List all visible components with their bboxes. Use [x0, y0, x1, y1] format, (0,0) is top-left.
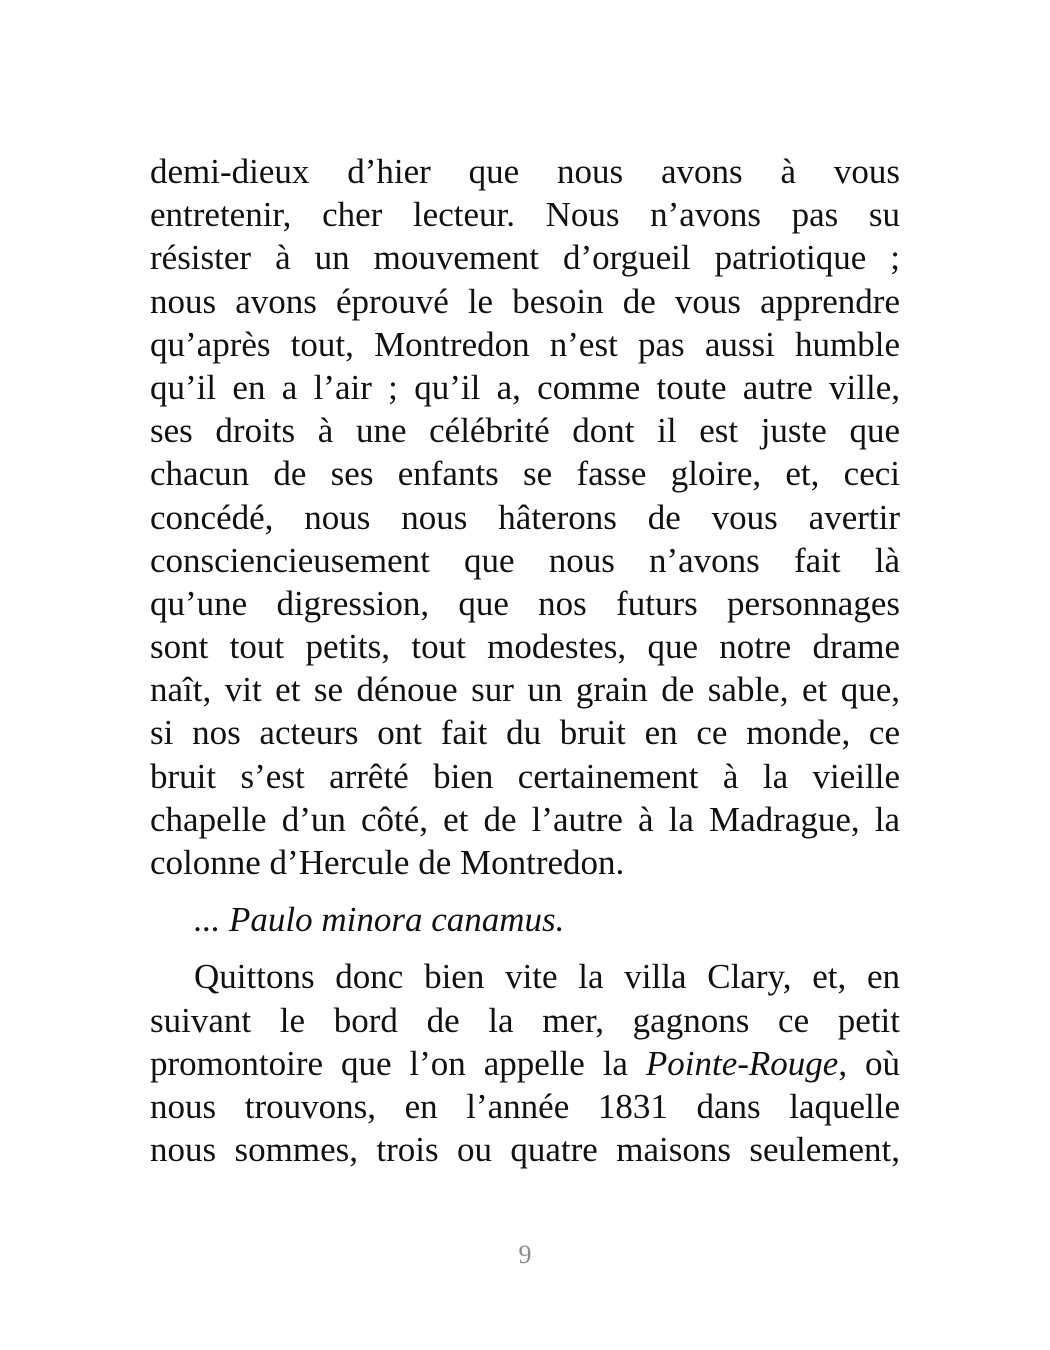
text-line-with-italic [150, 1042, 900, 1085]
text-line: chacun de ses enfants se fasse gloire, et, ceci [150, 454, 900, 494]
text-line: qu’après tout, Montredon n’est pas aussi humble [150, 324, 900, 364]
text-line: ses droits à une célébrité dont il est juste que [150, 411, 900, 451]
text-line: demi-dieux d’hier que nous avons à vous [150, 152, 900, 191]
text-line: qu’il en a l’air ; qu’il a, comme toute autre ville, [150, 367, 900, 407]
paragraph-1 [150, 150, 900, 884]
text-line: nous avons éprouvé le besoin de vous apprendre [150, 281, 900, 321]
text-line: consciencieusement que nous n’avons fait là [150, 540, 900, 580]
page-number: 9 [518, 1240, 532, 1269]
paragraph-2 [150, 955, 900, 1171]
text-fragment: promontoire que l’on appelle la [150, 1043, 646, 1083]
epigraph: ... Paulo minora canamus. [194, 900, 565, 940]
text-line: résister à un mouvement d’orgueil patriotique ; [150, 238, 900, 278]
text-line: suivant le bord de la mer, gagnons ce petit [150, 1000, 900, 1040]
text-line: Quittons donc bien vite la villa Clary, et, en [194, 957, 900, 997]
text-line: chapelle d’un côté, et de l’autre à la Madrague, la [150, 799, 900, 839]
text-line: concédé, nous nous hâterons de vous avertir [150, 497, 900, 537]
text-line: qu’une digression, que nos futurs personnages [150, 583, 900, 623]
text-line: si nos acteurs ont fait du bruit en ce monde, ce [150, 713, 900, 753]
italic-term: Pointe-Rouge [645, 1043, 839, 1083]
text-line: entretenir, cher lecteur. Nous n’avons pas su [150, 195, 900, 235]
page-body [150, 150, 900, 1171]
text-line: bruit s’est arrêté bien certainement à la vieille [150, 756, 900, 796]
text-fragment: , où [838, 1043, 901, 1083]
text-line: colonne d’Hercule de Montredon. [150, 843, 625, 882]
text-line: nous trouvons, en l’année 1831 dans laquelle [150, 1086, 900, 1126]
text-line: sont tout petits, tout modestes, que notre drame [150, 627, 900, 667]
text-line: nous sommes, trois ou quatre maisons seulement, [150, 1130, 900, 1170]
text-line: naît, vit et se dénoue sur un grain de sable, et que, [150, 670, 900, 710]
